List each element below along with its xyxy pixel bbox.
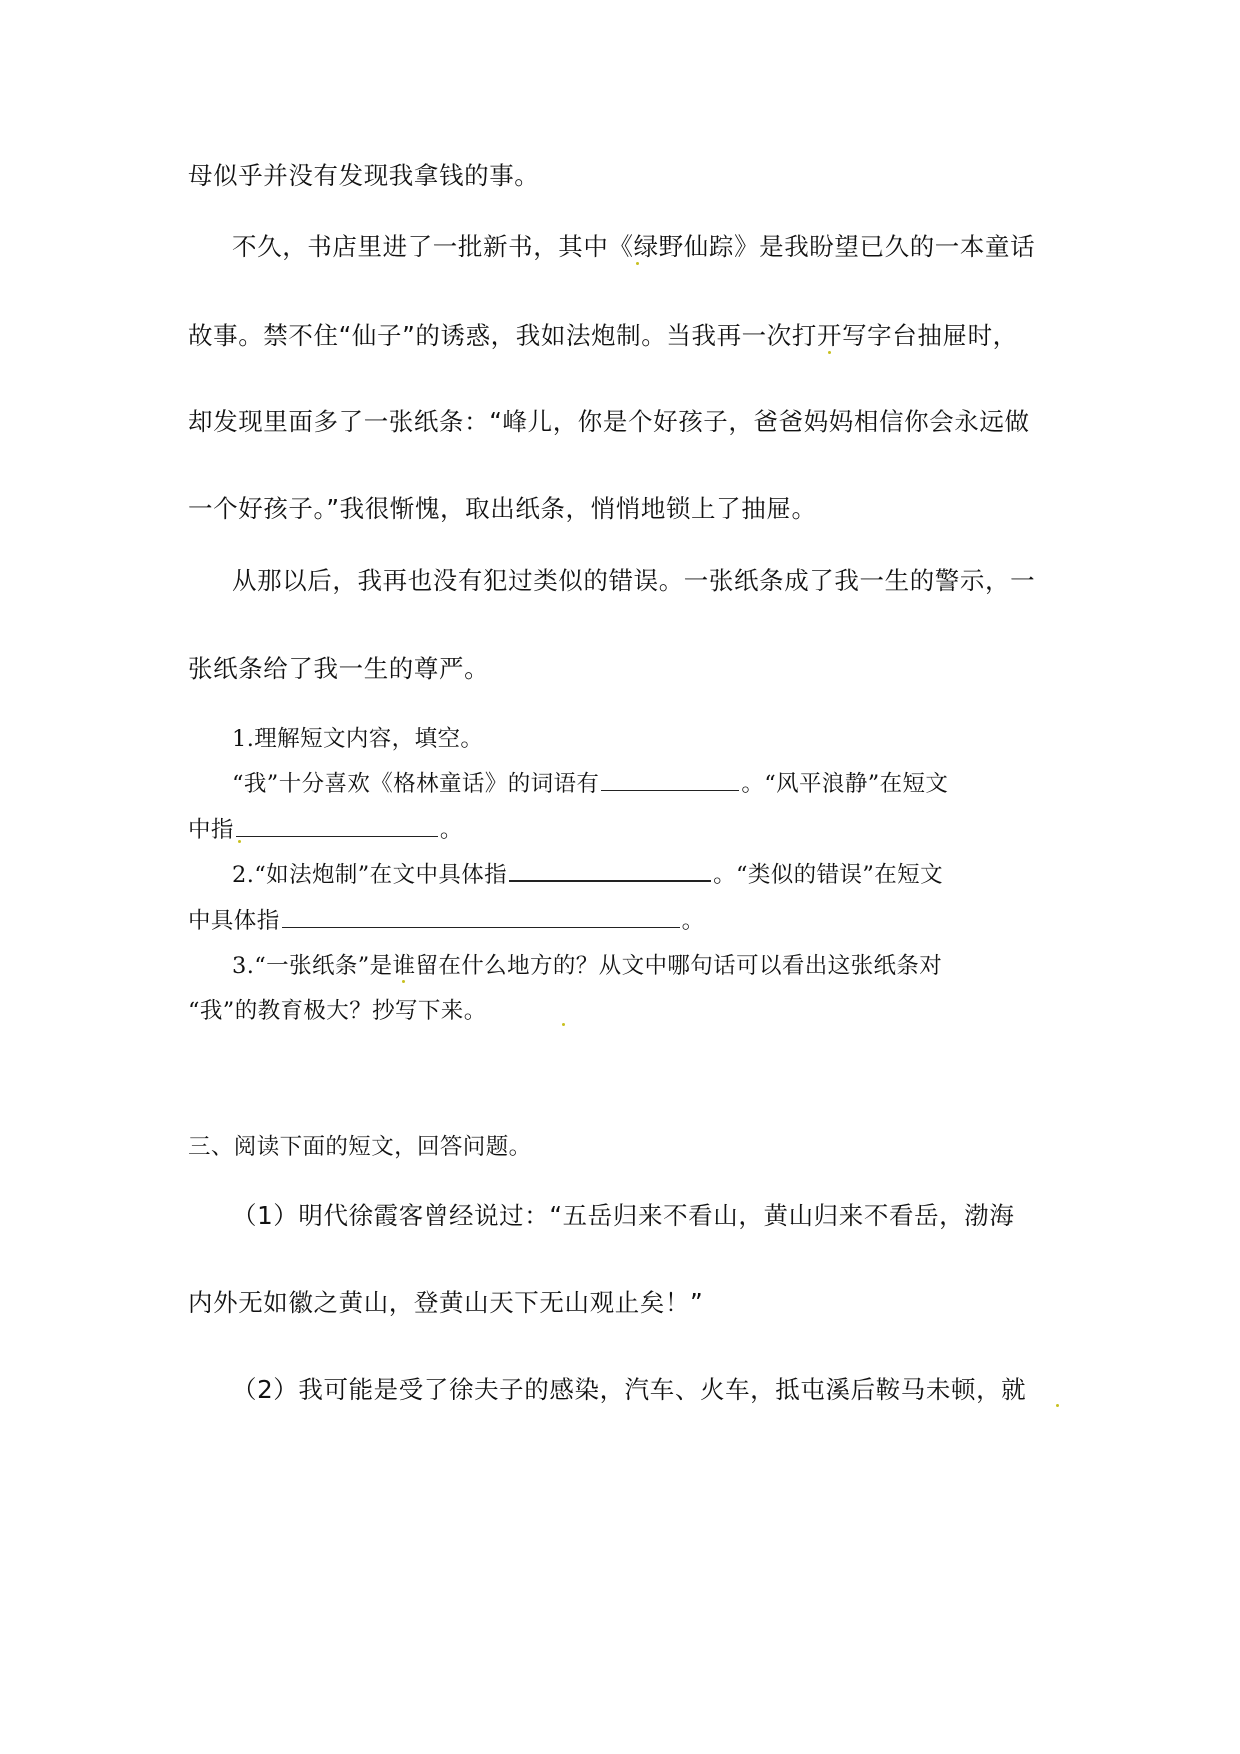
scan-speck — [238, 840, 241, 843]
section-3-heading: 三、阅读下面的短文，回答问题。 — [188, 1134, 532, 1160]
answer-blank-2[interactable] — [236, 814, 438, 837]
question-2-line-1 — [232, 858, 943, 892]
passage-line-2: 不久，书店里进了一批新书，其中《绿野仙踪》是我盼望已久的一本童话 — [232, 232, 1036, 261]
question-1-text-a: “我”十分喜欢《格林童话》的词语有 — [232, 771, 600, 797]
section-3-para-1-line-1: （1）明代徐霞客曾经说过：“五岳归来不看山，黄山归来不看岳，渤海 — [232, 1201, 1015, 1230]
question-3-line-1: 3.“一张纸条”是谁留在什么地方的？从文中哪句话可以看出这张纸条对 — [232, 953, 943, 979]
question-1-line-1 — [232, 767, 948, 801]
scan-speck — [636, 262, 639, 265]
passage-line-7: 张纸条给了我一生的尊严。 — [188, 654, 490, 683]
scan-speck — [402, 980, 405, 983]
question-2-text-d: 。 — [681, 908, 705, 934]
scan-speck — [562, 1023, 565, 1026]
question-2-text-c: 中具体指 — [188, 908, 280, 934]
question-2-text-a: 2.“如法炮制”在文中具体指 — [232, 862, 508, 888]
passage-line-4: 却发现里面多了一张纸条：“峰儿，你是个好孩子，爸爸妈妈相信你会永远做 — [188, 407, 1030, 436]
passage-line-5: 一个好孩子。”我很惭愧，取出纸条，悄悄地锁上了抽屉。 — [188, 494, 817, 523]
question-1-text-c: 中指 — [188, 817, 234, 843]
scan-speck — [828, 351, 831, 354]
section-3-para-1-line-2: 内外无如徽之黄山，登黄山天下无山观止矣！” — [188, 1288, 704, 1317]
passage-line-3: 故事。禁不住“仙子”的诱惑，我如法炮制。当我再一次打开写字台抽屉时， — [188, 321, 1018, 350]
question-1-line-2 — [188, 813, 463, 847]
question-1-title: 1.理解短文内容，填空。 — [232, 726, 484, 752]
passage-line-1: 母似乎并没有发现我拿钱的事。 — [188, 161, 540, 190]
section-3-para-2-line-1: （2）我可能是受了徐夫子的感染，汽车、火车，抵屯溪后鞍马未顿，就 — [232, 1375, 1027, 1404]
answer-blank-4[interactable] — [282, 905, 680, 928]
answer-blank-3[interactable] — [509, 858, 711, 882]
passage-line-6: 从那以后，我再也没有犯过类似的错误。一张纸条成了我一生的警示，一 — [232, 566, 1036, 595]
question-3-line-2: “我”的教育极大？抄写下来。 — [188, 998, 487, 1024]
question-1-text-b: 。“风平浪静”在短文 — [741, 771, 949, 797]
question-2-line-2 — [188, 904, 705, 938]
question-1-text-d: 。 — [439, 817, 463, 843]
answer-blank-1[interactable] — [601, 768, 739, 791]
scan-speck — [1056, 1404, 1059, 1407]
question-2-text-b: 。“类似的错误”在短文 — [713, 862, 943, 888]
